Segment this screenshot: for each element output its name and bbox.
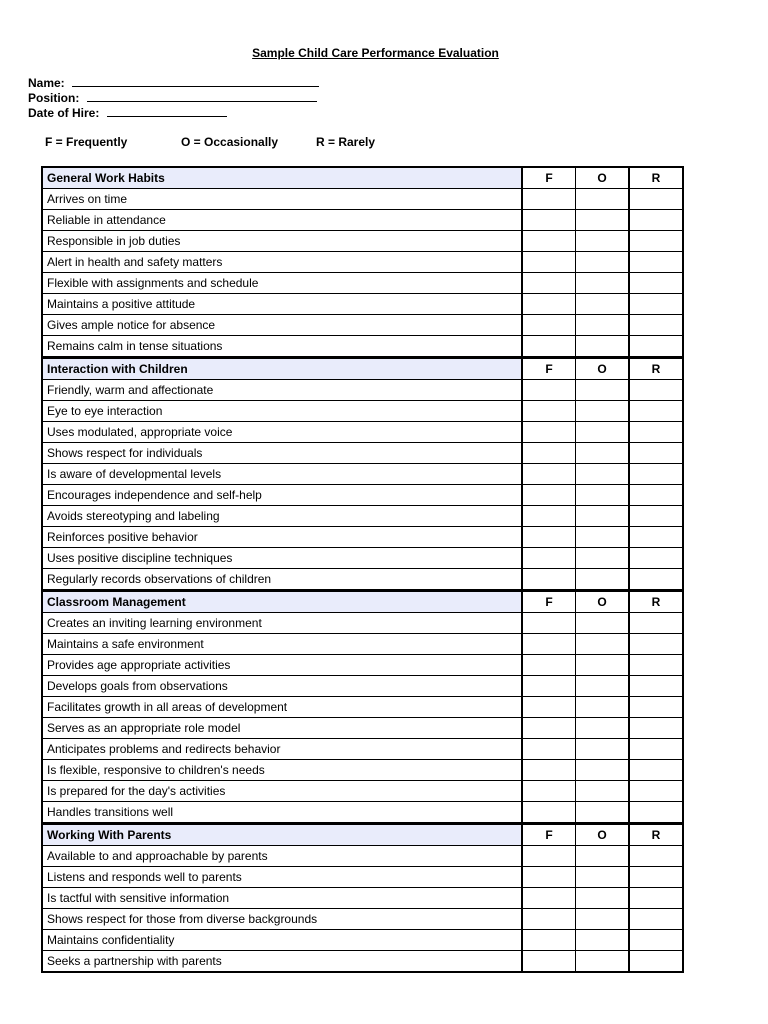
rating-cell-o[interactable]: [576, 189, 630, 210]
position-input-line[interactable]: [87, 91, 317, 102]
evaluation-table: [41, 166, 684, 973]
section-header-row: [42, 591, 683, 613]
criterion-label: Shows respect for those from diverse backgrounds: [42, 909, 522, 930]
criterion-label: Handles transitions well: [42, 802, 522, 824]
criterion-label: Available to and approachable by parents: [42, 846, 522, 867]
criterion-label: Seeks a partnership with parents: [42, 951, 522, 973]
section-title: General Work Habits: [42, 167, 522, 189]
table-row: [42, 697, 683, 718]
document-title-text: Sample Child Care Performance Evaluation: [252, 46, 499, 60]
rating-cell-r[interactable]: [629, 718, 683, 739]
hire-date-label: Date of Hire:: [28, 106, 100, 120]
rating-cell-o[interactable]: [576, 464, 630, 485]
table-row: [42, 760, 683, 781]
rating-cell-r[interactable]: [629, 380, 683, 401]
rating-cell-o[interactable]: [576, 401, 630, 422]
rating-cell-f[interactable]: [522, 930, 576, 951]
rating-cell-o[interactable]: [576, 951, 630, 973]
criterion-label: Maintains a positive attitude: [42, 294, 522, 315]
rating-cell-r[interactable]: [629, 655, 683, 676]
criterion-label: Remains calm in tense situations: [42, 336, 522, 358]
rating-cell-f[interactable]: [522, 888, 576, 909]
table-row: [42, 951, 683, 973]
hire-date-field: [28, 106, 319, 121]
criterion-label: Is prepared for the day's activities: [42, 781, 522, 802]
column-header-o: O: [576, 824, 630, 846]
rating-cell-f[interactable]: [522, 443, 576, 464]
legend-occasionally: O = Occasionally: [181, 135, 279, 149]
column-header-o: O: [576, 358, 630, 380]
rating-cell-o[interactable]: [576, 718, 630, 739]
rating-cell-r[interactable]: [629, 485, 683, 506]
table-row: [42, 909, 683, 930]
criterion-label: Listens and responds well to parents: [42, 867, 522, 888]
rating-cell-r[interactable]: [629, 401, 683, 422]
criterion-label: Reinforces positive behavior: [42, 527, 522, 548]
rating-cell-r[interactable]: [629, 846, 683, 867]
column-header-o: O: [576, 591, 630, 613]
table-row: [42, 506, 683, 527]
rating-cell-f[interactable]: [522, 613, 576, 634]
rating-cell-o[interactable]: [576, 210, 630, 231]
rating-cell-o[interactable]: [576, 527, 630, 548]
table-row: [42, 802, 683, 824]
rating-cell-f[interactable]: [522, 548, 576, 569]
rating-cell-f[interactable]: [522, 464, 576, 485]
legend-rarely: R = Rarely: [316, 135, 376, 149]
rating-cell-r[interactable]: [629, 231, 683, 252]
table-row: [42, 189, 683, 210]
rating-cell-o[interactable]: [576, 252, 630, 273]
rating-cell-o[interactable]: [576, 930, 630, 951]
rating-cell-f[interactable]: [522, 336, 576, 358]
rating-cell-r[interactable]: [629, 697, 683, 718]
rating-cell-f[interactable]: [522, 634, 576, 655]
criterion-label: Is aware of developmental levels: [42, 464, 522, 485]
table-row: [42, 888, 683, 909]
rating-cell-r[interactable]: [629, 888, 683, 909]
rating-cell-r[interactable]: [629, 252, 683, 273]
table-row: [42, 380, 683, 401]
name-field: [28, 76, 319, 91]
rating-cell-f[interactable]: [522, 867, 576, 888]
document-title: [0, 46, 751, 60]
criterion-label: Responsible in job duties: [42, 231, 522, 252]
rating-cell-o[interactable]: [576, 548, 630, 569]
table-row: [42, 739, 683, 760]
rating-cell-o[interactable]: [576, 802, 630, 824]
criterion-label: Creates an inviting learning environment: [42, 613, 522, 634]
rating-cell-o[interactable]: [576, 294, 630, 315]
position-field: [28, 91, 319, 106]
rating-cell-o[interactable]: [576, 846, 630, 867]
column-header-f: F: [522, 824, 576, 846]
rating-cell-o[interactable]: [576, 273, 630, 294]
rating-cell-o[interactable]: [576, 867, 630, 888]
criterion-label: Eye to eye interaction: [42, 401, 522, 422]
column-header-r: R: [629, 358, 683, 380]
section-title: Working With Parents: [42, 824, 522, 846]
table-row: [42, 401, 683, 422]
table-row: [42, 527, 683, 548]
rating-cell-o[interactable]: [576, 231, 630, 252]
legend-frequently: F = Frequently: [45, 135, 128, 149]
rating-cell-f[interactable]: [522, 569, 576, 591]
rating-cell-o[interactable]: [576, 909, 630, 930]
rating-cell-r[interactable]: [629, 930, 683, 951]
rating-cell-o[interactable]: [576, 569, 630, 591]
table-row: [42, 464, 683, 485]
table-row: [42, 634, 683, 655]
table-row: [42, 930, 683, 951]
rating-cell-o[interactable]: [576, 676, 630, 697]
rating-cell-r[interactable]: [629, 634, 683, 655]
rating-cell-o[interactable]: [576, 443, 630, 464]
rating-cell-f[interactable]: [522, 231, 576, 252]
rating-cell-r[interactable]: [629, 909, 683, 930]
table-row: [42, 252, 683, 273]
table-row: [42, 718, 683, 739]
table-row: [42, 781, 683, 802]
rating-cell-o[interactable]: [576, 739, 630, 760]
criterion-label: Develops goals from observations: [42, 676, 522, 697]
criterion-label: Is tactful with sensitive information: [42, 888, 522, 909]
criterion-label: Maintains confidentiality: [42, 930, 522, 951]
rating-cell-o[interactable]: [576, 506, 630, 527]
rating-cell-r[interactable]: [629, 443, 683, 464]
hire-date-input-line[interactable]: [107, 106, 227, 117]
rating-cell-r[interactable]: [629, 739, 683, 760]
rating-cell-f[interactable]: [522, 676, 576, 697]
rating-cell-f[interactable]: [522, 739, 576, 760]
rating-cell-f[interactable]: [522, 294, 576, 315]
rating-cell-f[interactable]: [522, 909, 576, 930]
table-row: [42, 485, 683, 506]
rating-cell-r[interactable]: [629, 422, 683, 443]
column-header-f: F: [522, 358, 576, 380]
table-row: [42, 676, 683, 697]
rating-cell-o[interactable]: [576, 336, 630, 358]
table-row: [42, 422, 683, 443]
criterion-label: Friendly, warm and affectionate: [42, 380, 522, 401]
rating-cell-o[interactable]: [576, 613, 630, 634]
employee-fields: [28, 76, 319, 121]
criterion-label: Avoids stereotyping and labeling: [42, 506, 522, 527]
rating-cell-r[interactable]: [629, 336, 683, 358]
rating-cell-r[interactable]: [629, 189, 683, 210]
rating-cell-r[interactable]: [629, 464, 683, 485]
rating-cell-o[interactable]: [576, 781, 630, 802]
rating-cell-o[interactable]: [576, 888, 630, 909]
section-title: Classroom Management: [42, 591, 522, 613]
rating-cell-f[interactable]: [522, 760, 576, 781]
rating-cell-r[interactable]: [629, 273, 683, 294]
rating-cell-r[interactable]: [629, 294, 683, 315]
rating-cell-f[interactable]: [522, 189, 576, 210]
criterion-label: Uses positive discipline techniques: [42, 548, 522, 569]
rating-cell-o[interactable]: [576, 380, 630, 401]
rating-cell-f[interactable]: [522, 273, 576, 294]
rating-cell-o[interactable]: [576, 422, 630, 443]
column-header-r: R: [629, 167, 683, 189]
table-row: [42, 294, 683, 315]
rating-cell-f[interactable]: [522, 485, 576, 506]
rating-cell-f[interactable]: [522, 527, 576, 548]
table-row: [42, 613, 683, 634]
criterion-label: Facilitates growth in all areas of development: [42, 697, 522, 718]
criterion-label: Arrives on time: [42, 189, 522, 210]
rating-cell-f[interactable]: [522, 846, 576, 867]
table-row: [42, 273, 683, 294]
rating-cell-f[interactable]: [522, 506, 576, 527]
position-label: Position:: [28, 91, 80, 105]
table-row: [42, 548, 683, 569]
column-header-o: O: [576, 167, 630, 189]
criterion-label: Is flexible, responsive to children's needs: [42, 760, 522, 781]
rating-cell-r[interactable]: [629, 569, 683, 591]
table-row: [42, 443, 683, 464]
rating-cell-f[interactable]: [522, 401, 576, 422]
rating-cell-o[interactable]: [576, 760, 630, 781]
rating-cell-r[interactable]: [629, 951, 683, 973]
table-row: [42, 231, 683, 252]
rating-cell-f[interactable]: [522, 380, 576, 401]
rating-cell-f[interactable]: [522, 655, 576, 676]
rating-cell-r[interactable]: [629, 760, 683, 781]
criterion-label: Reliable in attendance: [42, 210, 522, 231]
section-title: Interaction with Children: [42, 358, 522, 380]
criterion-label: Provides age appropriate activities: [42, 655, 522, 676]
rating-cell-f[interactable]: [522, 210, 576, 231]
rating-cell-f[interactable]: [522, 802, 576, 824]
rating-cell-r[interactable]: [629, 781, 683, 802]
criterion-label: Alert in health and safety matters: [42, 252, 522, 273]
table-row: [42, 655, 683, 676]
table-row: [42, 867, 683, 888]
rating-cell-r[interactable]: [629, 548, 683, 569]
rating-cell-r[interactable]: [629, 867, 683, 888]
rating-cell-r[interactable]: [629, 527, 683, 548]
section-header-row: [42, 824, 683, 846]
rating-cell-o[interactable]: [576, 485, 630, 506]
rating-cell-f[interactable]: [522, 951, 576, 973]
criterion-label: Gives ample notice for absence: [42, 315, 522, 336]
criterion-label: Anticipates problems and redirects behavior: [42, 739, 522, 760]
rating-cell-o[interactable]: [576, 634, 630, 655]
table-row: [42, 210, 683, 231]
table-row: [42, 846, 683, 867]
section-header-row: [42, 358, 683, 380]
column-header-r: R: [629, 591, 683, 613]
rating-cell-o[interactable]: [576, 655, 630, 676]
rating-cell-r[interactable]: [629, 676, 683, 697]
rating-cell-r[interactable]: [629, 315, 683, 336]
column-header-f: F: [522, 591, 576, 613]
table-row: [42, 569, 683, 591]
rating-cell-r[interactable]: [629, 613, 683, 634]
criterion-label: Shows respect for individuals: [42, 443, 522, 464]
name-input-line[interactable]: [72, 76, 319, 87]
criterion-label: Maintains a safe environment: [42, 634, 522, 655]
criterion-label: Encourages independence and self-help: [42, 485, 522, 506]
rating-cell-f[interactable]: [522, 697, 576, 718]
rating-cell-o[interactable]: [576, 315, 630, 336]
rating-cell-f[interactable]: [522, 315, 576, 336]
column-header-r: R: [629, 824, 683, 846]
section-header-row: [42, 167, 683, 189]
criterion-label: Serves as an appropriate role model: [42, 718, 522, 739]
criterion-label: Uses modulated, appropriate voice: [42, 422, 522, 443]
table-row: [42, 315, 683, 336]
criterion-label: Regularly records observations of children: [42, 569, 522, 591]
rating-cell-f[interactable]: [522, 781, 576, 802]
rating-cell-f[interactable]: [522, 422, 576, 443]
column-header-f: F: [522, 167, 576, 189]
rating-cell-f[interactable]: [522, 718, 576, 739]
criterion-label: Flexible with assignments and schedule: [42, 273, 522, 294]
rating-cell-r[interactable]: [629, 210, 683, 231]
table-row: [42, 336, 683, 358]
rating-cell-r[interactable]: [629, 802, 683, 824]
rating-cell-r[interactable]: [629, 506, 683, 527]
rating-cell-o[interactable]: [576, 697, 630, 718]
rating-cell-f[interactable]: [522, 252, 576, 273]
name-label: Name:: [28, 76, 65, 90]
